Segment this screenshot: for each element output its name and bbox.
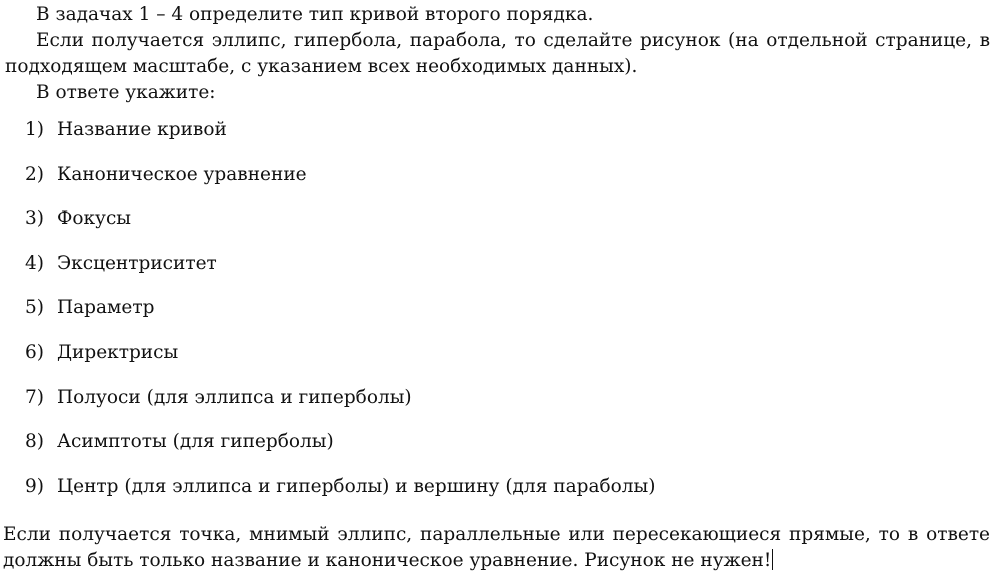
list-item — [0, 385, 1000, 430]
list-item — [0, 206, 1000, 251]
list-item-text: Полуоси (для эллипса и гиперболы) — [57, 386, 412, 408]
text-cursor — [772, 549, 773, 570]
list-item-number: 1) — [25, 119, 44, 140]
list-item-number: 7) — [25, 386, 44, 408]
list-item-text: Фокусы — [57, 208, 132, 230]
list-item-text: Центр (для эллипса и гиперболы) и вершину (для параболы) — [57, 475, 656, 497]
closing-note — [3, 522, 990, 574]
list-item-text: Параметр — [57, 297, 155, 319]
list-item — [0, 429, 1000, 474]
list-item-text: Каноническое уравнение — [57, 163, 307, 185]
list-item-number: 4) — [25, 252, 44, 274]
list-item-text: Название кривой — [57, 119, 227, 140]
list-item-number: 9) — [25, 475, 44, 497]
intro-task-line: В задачах 1 – 4 определите тип кривой второго порядка. — [36, 4, 594, 25]
intro-drawing-instructions: Если получается эллипс, гипербола, парабола, то сделайте рисунок (на отдельной странице, в подходящем масштабе, с указанием всех необходимых данных). — [5, 30, 990, 77]
list-item — [0, 117, 1000, 162]
list-item — [0, 162, 1000, 207]
intro-answer-heading: В ответе укажите: — [36, 82, 216, 103]
list-item-number: 3) — [25, 208, 44, 230]
list-item — [0, 251, 1000, 296]
list-item-number: 2) — [25, 163, 44, 185]
closing-note-text: Если получается точка, мнимый эллипс, параллельные или пересекающиеся прямые, то в ответе должны быть только название и каноническое уравнение. Рисунок не нужен! — [3, 524, 990, 571]
list-item-text: Директрисы — [57, 341, 179, 363]
list-item — [0, 474, 1000, 519]
list-item-number: 6) — [25, 341, 44, 363]
list-item-number: 8) — [25, 431, 44, 453]
list-item-text: Эксцентриситет — [57, 252, 217, 274]
list-item — [0, 340, 1000, 385]
answer-requirements-list — [0, 117, 1000, 518]
list-item — [0, 295, 1000, 340]
list-item-text: Асимптоты (для гиперболы) — [57, 431, 334, 453]
list-item-number: 5) — [25, 297, 44, 319]
